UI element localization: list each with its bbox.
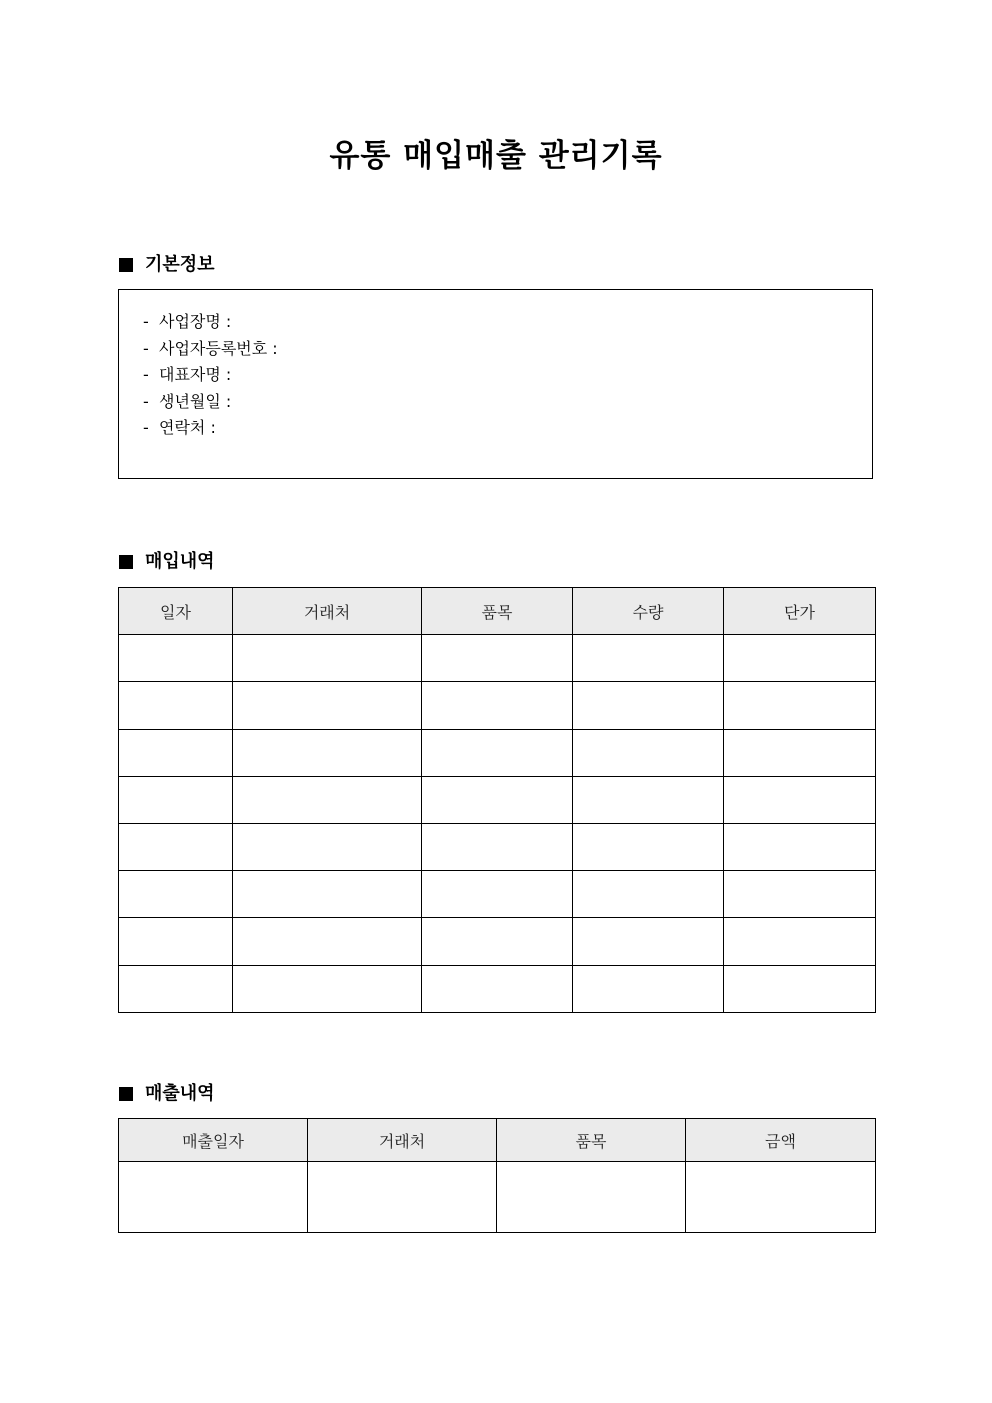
table-cell[interactable] xyxy=(422,871,573,918)
info-label: 대표자명 xyxy=(159,365,221,384)
table-row xyxy=(119,1162,876,1233)
info-line-contact xyxy=(143,415,872,442)
table-cell[interactable] xyxy=(233,871,422,918)
table-cell[interactable] xyxy=(573,776,724,823)
table-cell[interactable] xyxy=(724,871,876,918)
sales-table xyxy=(118,1118,876,1233)
info-line-registration-number xyxy=(143,336,872,363)
table-cell[interactable] xyxy=(573,729,724,776)
sales-heading xyxy=(119,1081,215,1107)
table-cell[interactable] xyxy=(573,918,724,965)
table-cell[interactable] xyxy=(686,1162,876,1233)
table-cell[interactable] xyxy=(119,635,233,682)
table-cell[interactable] xyxy=(422,635,573,682)
table-cell[interactable] xyxy=(233,635,422,682)
table-cell[interactable] xyxy=(119,871,233,918)
dash-bullet-icon: - xyxy=(143,338,149,358)
table-cell[interactable] xyxy=(119,682,233,729)
info-separator: : xyxy=(225,312,232,331)
info-label: 사업자등록번호 xyxy=(159,338,268,358)
info-separator: : xyxy=(210,418,216,437)
table-cell[interactable] xyxy=(119,965,233,1012)
table-row xyxy=(119,776,876,823)
table-cell[interactable] xyxy=(724,635,876,682)
table-cell[interactable] xyxy=(119,1162,308,1233)
table-cell[interactable] xyxy=(119,823,233,870)
table-cell[interactable] xyxy=(724,918,876,965)
square-bullet-icon xyxy=(119,555,133,569)
table-cell[interactable] xyxy=(497,1162,686,1233)
table-row xyxy=(119,682,876,729)
page-title: 유통 매입매출 관리기록 xyxy=(329,138,663,174)
info-label: 사업장명 xyxy=(159,312,221,331)
basic-info-box xyxy=(118,289,873,479)
table-cell[interactable] xyxy=(233,918,422,965)
info-separator: : xyxy=(272,338,278,358)
table-cell[interactable] xyxy=(724,729,876,776)
purchases-table xyxy=(118,587,876,1013)
table-row xyxy=(119,729,876,776)
table-cell[interactable] xyxy=(573,823,724,870)
sales-heading-label: 매출내역 xyxy=(145,1083,215,1104)
table-cell[interactable] xyxy=(119,776,233,823)
column-header-amount: 금액 xyxy=(686,1119,876,1162)
table-cell[interactable] xyxy=(119,918,233,965)
column-header-vendor: 거래처 xyxy=(233,588,422,635)
purchases-heading xyxy=(119,549,215,575)
column-header-quantity: 수량 xyxy=(573,588,724,635)
purchases-heading-label: 매입내역 xyxy=(145,551,215,572)
table-cell[interactable] xyxy=(422,823,573,870)
table-header-row xyxy=(119,588,876,635)
dash-bullet-icon: - xyxy=(143,365,149,384)
dash-bullet-icon: - xyxy=(143,391,149,411)
table-cell[interactable] xyxy=(724,965,876,1012)
column-header-item: 품목 xyxy=(497,1119,686,1162)
table-cell[interactable] xyxy=(233,682,422,729)
table-row xyxy=(119,823,876,870)
table-row xyxy=(119,871,876,918)
info-line-birthdate xyxy=(143,389,872,416)
table-cell[interactable] xyxy=(422,682,573,729)
square-bullet-icon xyxy=(119,1087,133,1101)
column-header-date: 일자 xyxy=(119,588,233,635)
table-cell[interactable] xyxy=(422,965,573,1012)
dash-bullet-icon: - xyxy=(143,312,149,331)
basic-info-heading xyxy=(119,252,215,278)
table-cell[interactable] xyxy=(422,729,573,776)
dash-bullet-icon: - xyxy=(143,418,149,437)
table-cell[interactable] xyxy=(233,776,422,823)
table-cell[interactable] xyxy=(573,682,724,729)
info-separator: : xyxy=(225,391,232,411)
column-header-sales-date: 매출일자 xyxy=(119,1119,308,1162)
table-cell[interactable] xyxy=(233,729,422,776)
table-row xyxy=(119,965,876,1012)
table-cell[interactable] xyxy=(422,918,573,965)
basic-info-heading-label: 기본정보 xyxy=(145,254,215,275)
square-bullet-icon xyxy=(119,258,133,272)
table-cell[interactable] xyxy=(119,729,233,776)
info-label: 연락처 xyxy=(159,418,206,437)
info-label: 생년월일 xyxy=(159,391,221,411)
table-cell[interactable] xyxy=(233,965,422,1012)
table-cell[interactable] xyxy=(233,823,422,870)
table-cell[interactable] xyxy=(573,871,724,918)
table-cell[interactable] xyxy=(573,635,724,682)
table-row xyxy=(119,918,876,965)
table-cell[interactable] xyxy=(422,776,573,823)
table-cell[interactable] xyxy=(724,776,876,823)
table-cell[interactable] xyxy=(573,965,724,1012)
table-row xyxy=(119,635,876,682)
info-line-business-name xyxy=(143,309,872,336)
info-line-representative xyxy=(143,362,872,389)
column-header-item: 품목 xyxy=(422,588,573,635)
table-cell[interactable] xyxy=(308,1162,497,1233)
column-header-vendor: 거래처 xyxy=(308,1119,497,1162)
table-cell[interactable] xyxy=(724,823,876,870)
table-cell[interactable] xyxy=(724,682,876,729)
table-header-row xyxy=(119,1119,876,1162)
info-separator: : xyxy=(225,365,232,384)
column-header-unit-price: 단가 xyxy=(724,588,876,635)
